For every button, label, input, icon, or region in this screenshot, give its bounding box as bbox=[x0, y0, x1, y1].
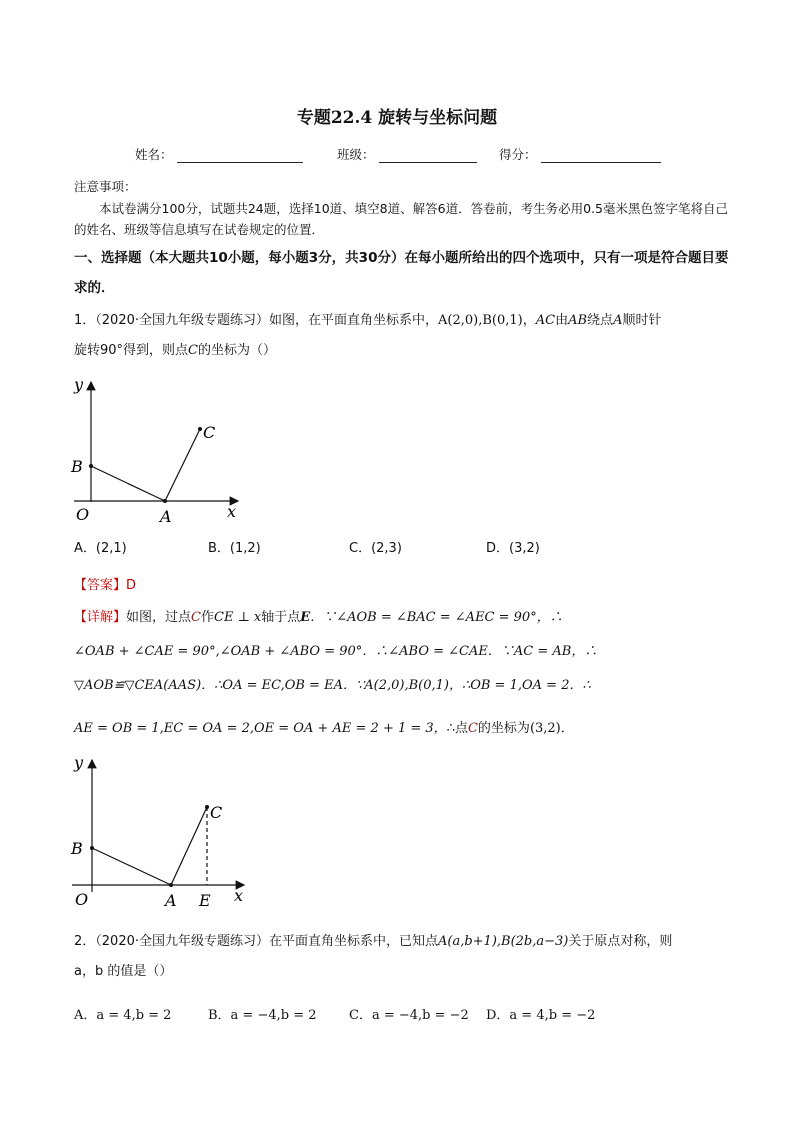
q2-option-c[interactable]: C．a = −4,b = −2 bbox=[349, 1008, 469, 1023]
label-a: A bbox=[160, 507, 172, 526]
detail-figure bbox=[68, 752, 258, 912]
label-a: A bbox=[165, 891, 177, 910]
detail-point-c2: C bbox=[467, 721, 478, 736]
notes-heading: 注意事项： bbox=[74, 179, 137, 194]
q2-option-a[interactable]: A．a = 4,b = 2 bbox=[74, 1008, 172, 1023]
detail-text-4a: AE = OB = 1,EC = OA = 2,OE = OA + AE = 2 + 1 = 3， bbox=[74, 721, 447, 736]
q1-ac: AC bbox=[535, 313, 556, 328]
detail-line-4 bbox=[74, 717, 574, 736]
name-blank[interactable] bbox=[177, 150, 303, 163]
class-field bbox=[337, 145, 477, 163]
question-2-text bbox=[74, 927, 734, 987]
label-c: C bbox=[203, 423, 216, 442]
detail-text-1d: 轴于点 bbox=[261, 610, 301, 625]
detail-point-e: E bbox=[300, 610, 311, 625]
q2-option-b[interactable]: B．a = −4,b = 2 bbox=[208, 1008, 317, 1023]
point-b bbox=[89, 464, 93, 468]
q1-points: A(2,0),B(0,1) bbox=[438, 313, 523, 328]
q1-line2-end: 的坐标为（） bbox=[198, 343, 277, 358]
question-1-figure bbox=[66, 372, 256, 530]
question-1-text bbox=[74, 306, 734, 366]
answer-line bbox=[74, 574, 136, 593]
q1-sep: ， bbox=[522, 313, 536, 328]
score-field bbox=[499, 145, 661, 163]
detail-text-1a: 如图，过点 bbox=[126, 610, 192, 625]
q2-line1-end: 关于原点对称，则 bbox=[568, 934, 673, 949]
detail-line-3: ▽AOB≌▽CEA(AAS)．∴OA = EC,OB = EA．∵A(2,0),B(0,1)，∴OB = 1,OA = 2．∴ bbox=[74, 678, 591, 693]
detail-text-4e: (3,2)． bbox=[529, 721, 574, 736]
q1-ab: AB bbox=[568, 313, 588, 328]
detail-math-1: CE ⊥ x bbox=[214, 610, 262, 625]
q1-c: C bbox=[188, 343, 198, 358]
answer-label: 【答案】 bbox=[74, 578, 127, 593]
label-y: y bbox=[74, 375, 84, 394]
detail-line-2: ∠OAB + ∠CAE = 90°,∠OAB + ∠ABO = 90°．∴∠ABO = ∠CAE．∵AC = AB，∴ bbox=[74, 644, 598, 659]
score-blank[interactable] bbox=[541, 150, 661, 163]
class-blank[interactable] bbox=[379, 150, 477, 163]
detail-text-1b: 作 bbox=[200, 610, 214, 625]
label-y: y bbox=[74, 753, 84, 772]
page-title: 专题22.4 旋转与坐标问题 bbox=[296, 108, 498, 128]
q1-a: A bbox=[613, 313, 623, 328]
point-b bbox=[90, 846, 94, 850]
name-label: 姓名： bbox=[135, 147, 173, 162]
label-b: B bbox=[71, 457, 83, 476]
label-x: x bbox=[227, 502, 237, 521]
name-field bbox=[135, 145, 303, 163]
label-e: E bbox=[199, 891, 211, 910]
q1-option-a[interactable]: A．(2,1) bbox=[74, 541, 127, 556]
q1-line2: 旋转90°得到，则点 bbox=[74, 343, 189, 358]
point-a bbox=[163, 499, 167, 503]
label-o: O bbox=[76, 505, 90, 524]
point-c bbox=[198, 427, 202, 431]
label-x: x bbox=[234, 886, 244, 905]
notes-body: 本试卷满分100分，试题共24题，选择10道、填空8道、解答6道．答卷前，考生务必用0.5毫米黑色签字笔将自己的姓名、班级等信息填写在试卷规定的位置． bbox=[74, 201, 728, 237]
detail-text-4d: 的坐标为 bbox=[477, 721, 530, 736]
label-b: B bbox=[71, 839, 83, 858]
q1-mid4: 顺时针 bbox=[622, 313, 662, 328]
q2-line2: a，b 的值是（） bbox=[74, 964, 173, 979]
detail-text-4b: ∴点 bbox=[446, 721, 468, 736]
q2-option-d[interactable]: D．a = 4,b = −2 bbox=[486, 1008, 596, 1023]
label-c: C bbox=[210, 803, 223, 822]
detail-line-1 bbox=[74, 606, 563, 625]
answer-value: D bbox=[126, 578, 137, 593]
detail-text-1f: ．∵∠AOB = ∠BAC = ∠AEC = 90°，∴ bbox=[310, 610, 563, 625]
segment-ac bbox=[171, 807, 207, 885]
segment-ab bbox=[91, 466, 165, 501]
q1-option-d[interactable]: D．(3,2) bbox=[486, 541, 540, 556]
q1-mid2: 由 bbox=[555, 313, 569, 328]
point-c bbox=[205, 805, 209, 809]
segment-ab bbox=[92, 848, 171, 885]
detail-point-c: C bbox=[191, 610, 201, 625]
class-label: 班级： bbox=[337, 147, 375, 162]
q1-prefix: 1．（2020·全国九年级专题练习）如图，在平面直角坐标系中， bbox=[74, 313, 438, 328]
point-a bbox=[169, 883, 173, 887]
segment-ac bbox=[165, 429, 200, 501]
q1-option-b[interactable]: B．(1,2) bbox=[208, 541, 261, 556]
detail-label: 【详解】 bbox=[74, 610, 127, 625]
q2-line1: 2．（2020·全国九年级专题练习）在平面直角坐标系中，已知点 bbox=[74, 934, 438, 949]
score-label: 得分： bbox=[499, 147, 537, 162]
q2-points: A(a,b+1),B(2b,a−3) bbox=[438, 934, 569, 949]
label-o: O bbox=[75, 890, 89, 909]
q1-option-c[interactable]: C．(2,3) bbox=[349, 541, 402, 556]
q1-mid3: 绕点 bbox=[587, 313, 614, 328]
section-heading: 一、选择题（本大题共10小题，每小题3分，共30分）在每小题所给出的四个选项中，只有一项是符合题目要求的． bbox=[74, 250, 729, 296]
